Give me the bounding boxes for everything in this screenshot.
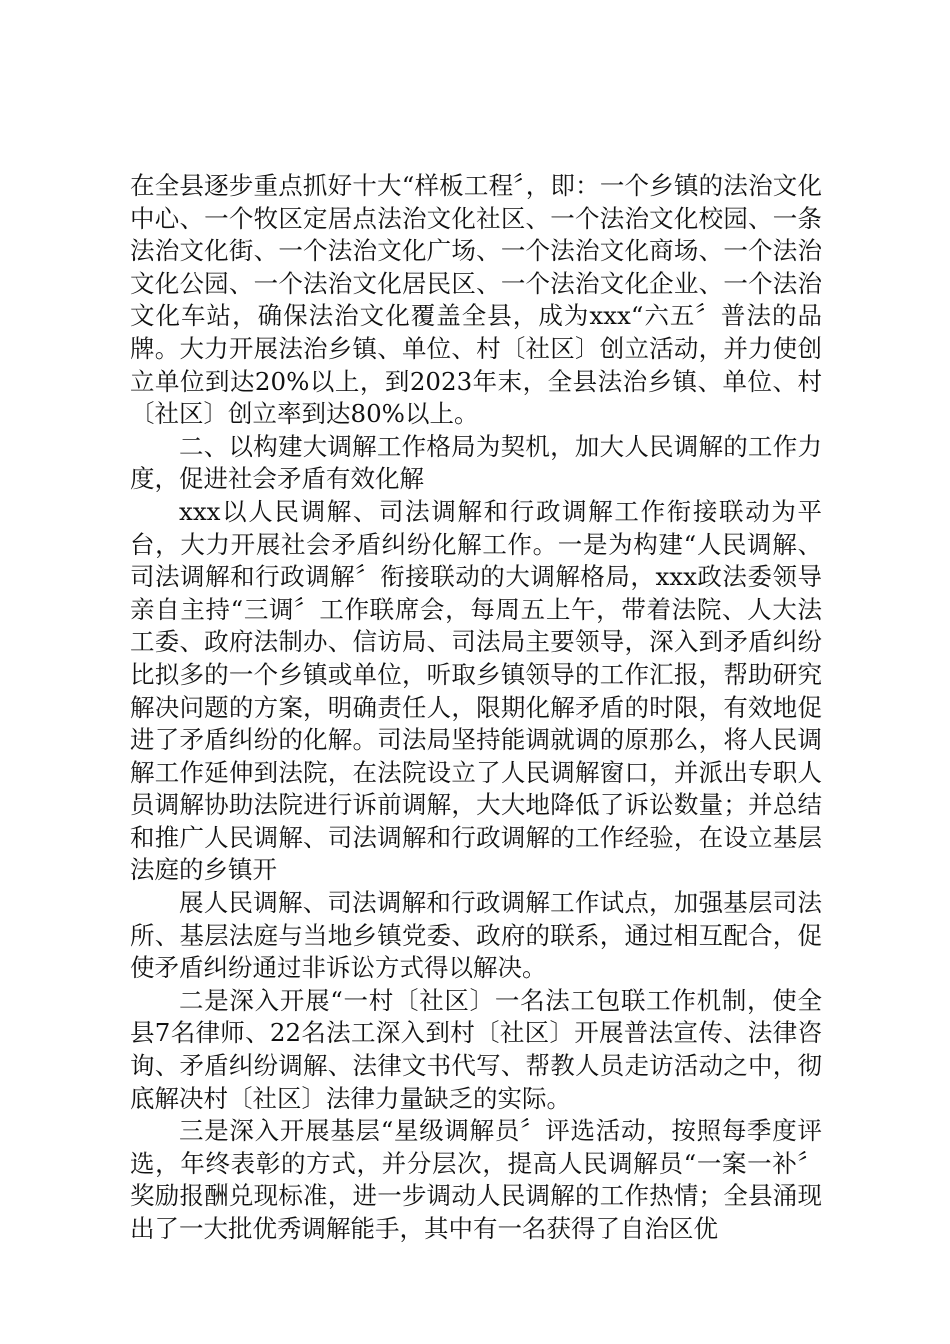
- paragraph-5: 二是深入开展“一村〔社区〕一名法工包联工作机制，使全县7名律师、22名法工深入到村〔社区〕开展普法宣传、法律咨询、矛盾纠纷调解、法律文书代写、帮教人员走访活动之中，彻底解决村〔社区〕法律力量缺乏的实际。: [130, 985, 822, 1113]
- paragraph-4: 展人民调解、司法调解和行政调解工作试点，加强基层司法所、基层法庭与当地乡镇党委、政府的联系，通过相互配合，促使矛盾纠纷通过非诉讼方式得以解决。: [130, 888, 822, 983]
- section-heading: 二、以构建大调解工作格局为契机，加大人民调解的工作力度，促进社会矛盾有效化解: [130, 431, 822, 494]
- paragraph-3: xxx以人民调解、司法调解和行政调解工作衔接联动为平台，大力开展社会矛盾纠纷化解工作。一是为构建“人民调解、司法调解和行政调解〞衔接联动的大调解格局，xxx政法委领导亲自主持“三调〞工作联席会，每周五上午，带着法院、人大法工委、政府法制办、信访局、司法局主要领导，深入到矛盾纠纷比拟多的一个乡镇或单位，听取乡镇领导的工作汇报，帮助研究解决问题的方案，明确责任人，限期化解矛盾的时限，有效地促进了矛盾纠纷的化解。司法局坚持能调就调的原那么，将人民调解工作延伸到法院，在法院设立了人民调解窗口，并派出专职人员调解协助法院进行诉前调解，大大地降低了诉讼数量；并总结和推广人民调解、司法调解和行政调解的工作经验，在设立基层法庭的乡镇开: [130, 496, 822, 885]
- document-page: [130, 170, 822, 1246]
- paragraph-1: 在全县逐步重点抓好十大“样板工程〞，即：一个乡镇的法治文化中心、一个牧区定居点法治文化社区、一个法治文化校园、一条法治文化街、一个法治文化广场、一个法治文化商场、一个法治文化公园、一个法治文化居民区、一个法治文化企业、一个法治文化车站，确保法治文化覆盖全县，成为xxx“六五〞普法的品牌。大力开展法治乡镇、单位、村〔社区〕创立活动，并力使创立单位到达20%以上，到2023年末，全县法治乡镇、单位、村〔社区〕创立率到达80%以上。: [130, 171, 822, 429]
- paragraph-6: 三是深入开展基层“星级调解员〞评选活动，按照每季度评选，年终表彰的方式，并分层次，提高人民调解员“一案一补〞奖励报酬兑现标准，进一步调动人民调解的工作热情；全县涌现出了一大批优秀调解能手，其中有一名获得了自治区优: [130, 1116, 822, 1243]
